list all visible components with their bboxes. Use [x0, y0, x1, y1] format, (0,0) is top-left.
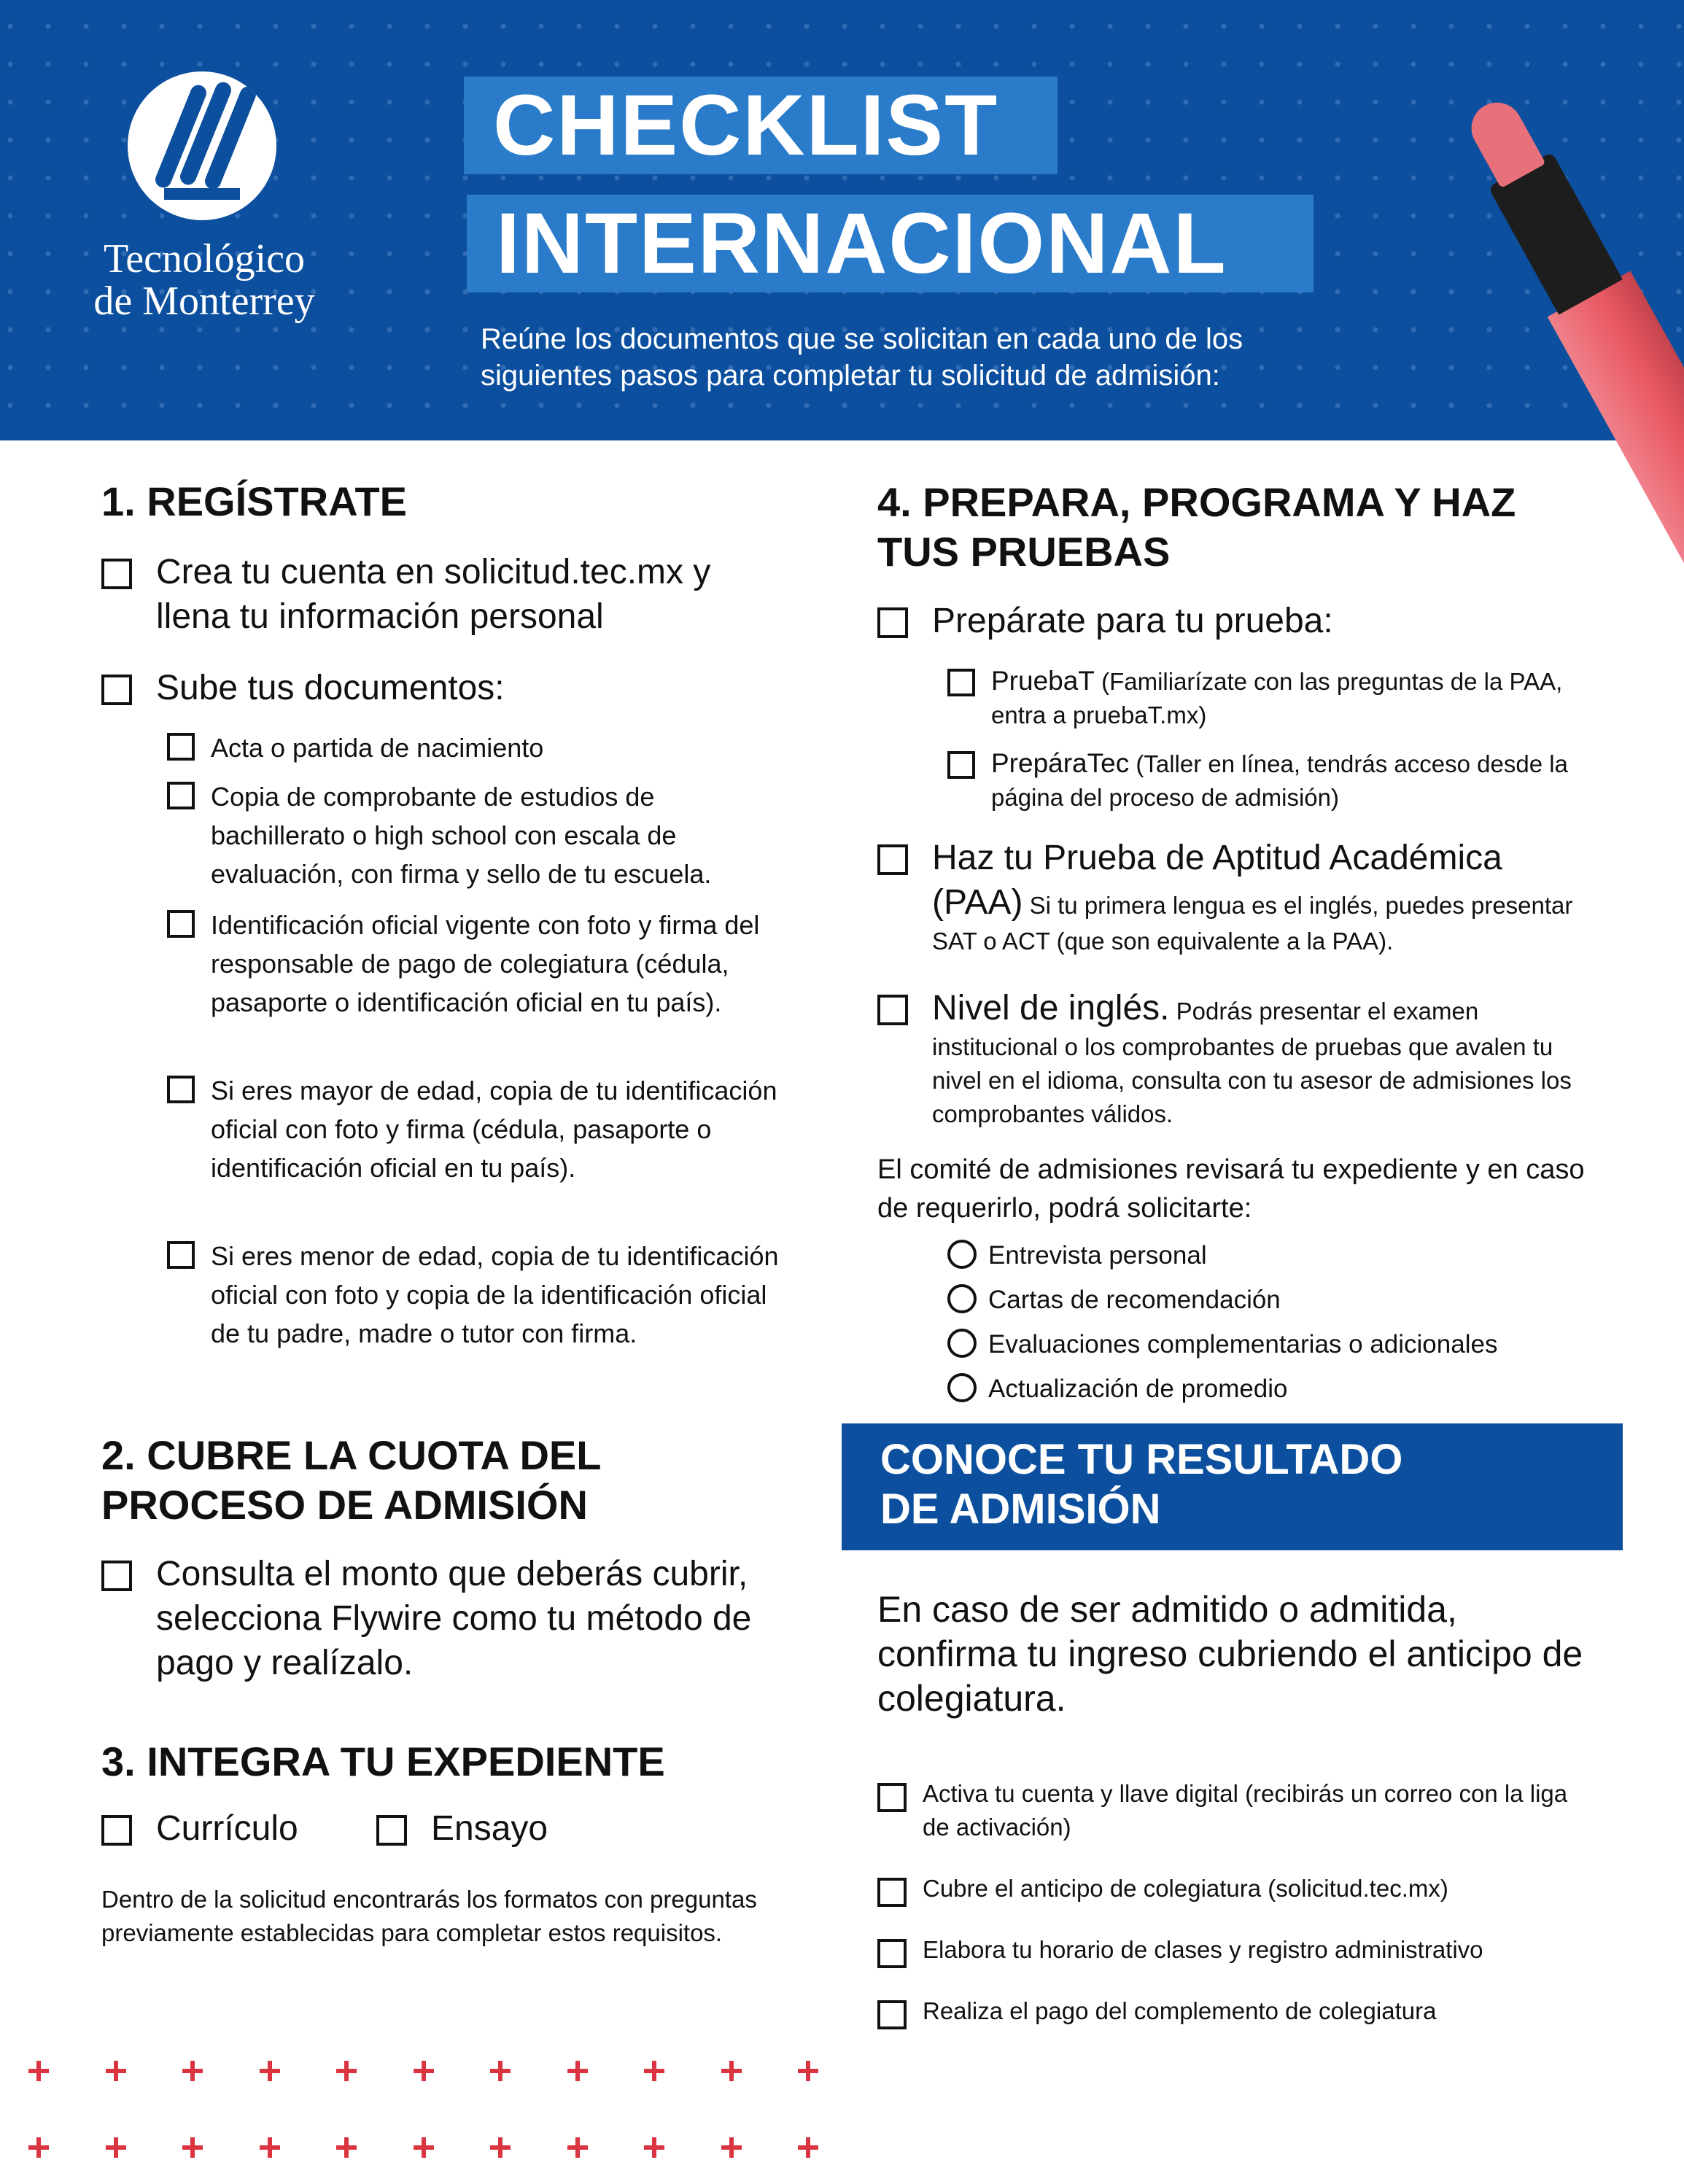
result-banner: [842, 1423, 1623, 1550]
tec-logo-icon: [128, 71, 276, 220]
item-title: Haz tu Prueba de Aptitud Académica (PAA): [932, 839, 1502, 922]
cross-icon: [490, 2061, 511, 2081]
step1-item-create-account[interactable]: [101, 550, 758, 639]
cross-icon: [798, 2061, 818, 2081]
item-label: Cubre el anticipo de colegiatura (solicitud.tec.mx): [923, 1875, 1448, 1902]
item-label: Consulta el monto que deberás cubrir, selecciona Flywire como tu método de pago y realízalo.: [156, 1555, 752, 1682]
logo-text-line2: de Monterrey: [93, 279, 315, 324]
item-label: Copia de comprobante de estudios de bachillerato o high school con escala de evaluación, con firma y sello de tu escuela.: [211, 782, 712, 889]
step4-item-english[interactable]: [877, 986, 1578, 1131]
item-label: Elabora tu horario de clases y registro administrativo: [923, 1936, 1483, 1963]
title-internacional: INTERNACIONAL: [467, 195, 1314, 292]
step3-note: Dentro de la solicitud encontrarás los formatos con preguntas previamente establecidas para completar estos requisitos.: [101, 1886, 757, 1946]
step1-item-upload-docs[interactable]: [101, 666, 758, 710]
item-label: Actualización de promedio: [988, 1375, 1288, 1403]
cross-icon: [567, 2137, 588, 2158]
item-detail: (Familiarízate con las preguntas de la PAA, entra a pruebaT.mx): [991, 668, 1563, 728]
header-subtitle: Reúne los documentos que se solicitan en cada uno de los siguientes pasos para completar tu solicitud de admisión:: [481, 323, 1243, 392]
header-banner: [0, 0, 1684, 440]
item-label: Entrevista personal: [988, 1241, 1207, 1270]
checkbox[interactable]: [167, 1241, 195, 1269]
cross-icon: [182, 2061, 203, 2081]
cross-icon: [28, 2061, 49, 2081]
checkbox[interactable]: [877, 1878, 907, 1907]
item-label: Si eres mayor de edad, copia de tu identificación oficial con foto y firma (cédula, pasaporte o identificación oficial en tu país).: [211, 1076, 777, 1183]
subitem-adult-id[interactable]: [167, 1071, 794, 1187]
checkbox[interactable]: [101, 559, 132, 589]
option-grade-update[interactable]: [947, 1373, 1288, 1405]
result-intro: En caso de ser admitido o admitida, confirma tu ingreso cubriendo el anticipo de colegiatura.: [877, 1589, 1583, 1719]
checkbox[interactable]: [877, 844, 908, 875]
cross-icon: [721, 2061, 742, 2081]
item-detail: Podrás presentar el examen institucional o los comprobantes de pruebas que avalen tu nivel en el idioma, consulta con tu asesor de admisiones los comprobantes válidos.: [932, 998, 1572, 1127]
result-item-advance-payment[interactable]: [877, 1872, 1578, 1907]
item-label: Sube tus documentos:: [156, 669, 505, 707]
cross-icon: [182, 2137, 203, 2158]
checkbox[interactable]: [101, 1815, 132, 1846]
radio-circle[interactable]: [947, 1240, 977, 1269]
item-label: Prepárate para tu prueba:: [932, 602, 1333, 640]
item-label: Crea tu cuenta en solicitud.tec.mx y llena tu información personal: [156, 553, 711, 636]
subitem-birth-certificate[interactable]: [167, 728, 794, 767]
cross-icon: [567, 2061, 588, 2081]
item-label: Acta o partida de nacimiento: [211, 733, 544, 763]
item-label: Currículo: [156, 1809, 298, 1848]
checkbox[interactable]: [167, 782, 195, 809]
subitem-study-certificate[interactable]: [167, 777, 794, 893]
step3-option-curriculum[interactable]: [101, 1806, 298, 1851]
item-label: Cartas de recomendación: [988, 1286, 1281, 1314]
step1-heading: 1. REGÍSTRATE: [101, 478, 408, 524]
step4-heading: 4. PREPARA, PROGRAMA Y HAZ TUS PRUEBAS: [877, 479, 1516, 575]
cross-icon: [336, 2061, 357, 2081]
checkbox[interactable]: [167, 1076, 195, 1103]
checkbox[interactable]: [101, 675, 132, 705]
checkbox[interactable]: [877, 2000, 907, 2029]
cross-icon: [106, 2137, 126, 2158]
radio-circle[interactable]: [947, 1373, 977, 1402]
step4-item-paa[interactable]: [877, 836, 1578, 958]
item-label: Activa tu cuenta y llave digital (recibirás un correo con la liga de activación): [923, 1780, 1568, 1841]
item-label: Identificación oficial vigente con foto y firma del responsable de pago de colegiatura (cédula, pasaporte o identificación oficial en tu país).: [211, 910, 760, 1017]
item-title: Nivel de inglés.: [932, 989, 1170, 1027]
item-detail: Si tu primera lengua es el inglés, puedes presentar SAT o ACT (que son equivalente a la PAA).: [932, 892, 1573, 955]
title-checklist: CHECKLIST: [464, 77, 1058, 174]
checkbox[interactable]: [947, 669, 975, 696]
radio-circle[interactable]: [947, 1329, 977, 1358]
item-label: Evaluaciones complementarias o adicionales: [988, 1330, 1498, 1359]
checkbox[interactable]: [947, 751, 975, 779]
cross-icon: [106, 2061, 126, 2081]
checkbox[interactable]: [877, 1939, 907, 1968]
checkbox[interactable]: [877, 607, 908, 638]
subitem-preparatec[interactable]: [947, 747, 1575, 815]
step3-heading: 3. INTEGRA TU EXPEDIENTE: [101, 1738, 665, 1784]
cross-icon: [798, 2137, 818, 2158]
cross-icon: [721, 2137, 742, 2158]
checkbox[interactable]: [167, 733, 195, 761]
subitem-pruebat[interactable]: [947, 664, 1575, 732]
option-complementary-evaluations[interactable]: [947, 1329, 1497, 1361]
option-interview[interactable]: [947, 1240, 1207, 1272]
checkbox[interactable]: [877, 995, 908, 1025]
cross-icon: [490, 2137, 511, 2158]
cross-icon: [260, 2061, 280, 2081]
cross-icon: [644, 2061, 664, 2081]
step4-item-prepare[interactable]: [877, 599, 1592, 643]
cross-icon: [644, 2137, 664, 2158]
subitem-payer-id[interactable]: [167, 906, 794, 1022]
committee-text: El comité de admisiones revisará tu expediente y en caso de requerirlo, podrá solicitarte:: [877, 1154, 1585, 1224]
result-item-activate-account[interactable]: [877, 1777, 1578, 1844]
cross-icon: [336, 2137, 357, 2158]
result-item-schedule[interactable]: [877, 1933, 1578, 1968]
option-recommendation-letters[interactable]: [947, 1284, 1281, 1316]
logo-text-line1: Tecnológico: [104, 236, 305, 281]
subitem-minor-id[interactable]: [167, 1237, 794, 1353]
item-label: Si eres menor de edad, copia de tu identificación oficial con foto y copia de la identificación oficial de tu padre, madre o tutor con firma.: [211, 1241, 779, 1348]
cross-icon: [414, 2137, 434, 2158]
item-detail: (Taller en línea, tendrás acceso desde la página del proceso de admisión): [991, 750, 1568, 811]
radio-circle[interactable]: [947, 1284, 977, 1313]
result-banner-title: CONOCE TU RESULTADO DE ADMISIÓN: [880, 1436, 1403, 1533]
step3-option-essay[interactable]: [376, 1806, 548, 1851]
checkbox[interactable]: [101, 1561, 132, 1591]
step2-heading: 2. CUBRE LA CUOTA DEL PROCESO DE ADMISIÓN: [101, 1432, 601, 1528]
checkbox[interactable]: [167, 910, 195, 938]
item-name: PrepáraTec: [991, 748, 1130, 778]
item-name: PruebaT: [991, 666, 1095, 696]
item-label: Realiza el pago del complemento de colegiatura: [923, 1997, 1437, 2024]
cross-icon: [260, 2137, 280, 2158]
cross-icon: [28, 2137, 49, 2158]
checkbox[interactable]: [376, 1815, 407, 1846]
item-label: Ensayo: [431, 1809, 548, 1848]
result-item-tuition-complement[interactable]: [877, 1994, 1578, 2029]
checkbox[interactable]: [877, 1783, 907, 1812]
cross-icon: [414, 2061, 434, 2081]
step2-item-payment[interactable]: [101, 1552, 802, 1685]
